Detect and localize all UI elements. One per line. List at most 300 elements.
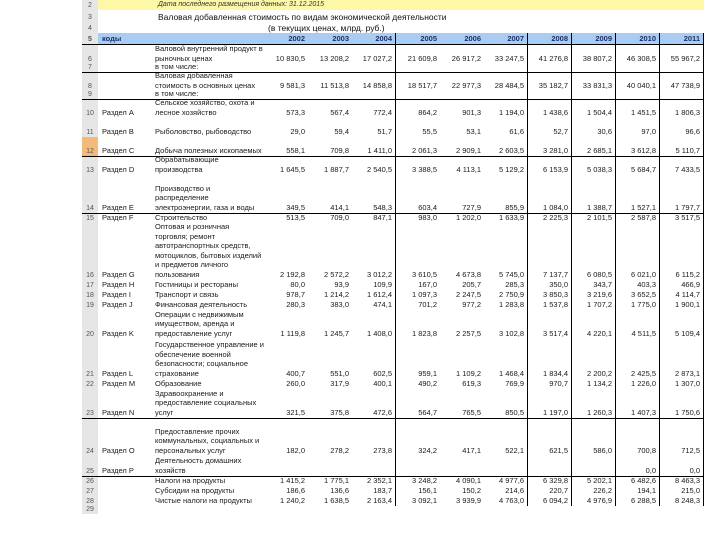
value-cell[interactable]: 1 638,5 — [323, 496, 349, 505]
table-row — [82, 389, 704, 418]
row-number[interactable]: 6 — [82, 45, 98, 64]
value-cell[interactable]: 1 823,8 — [411, 329, 437, 338]
value-cell[interactable]: 765,5 — [462, 408, 481, 417]
activity-name[interactable]: Государственное управление и обеспечение военной безопасности; социальное страхование — [155, 340, 264, 378]
value-cell[interactable]: 4 114,7 — [660, 290, 704, 300]
activity-name[interactable]: Субсидии на продукты — [155, 485, 235, 495]
section-code[interactable]: Раздел C — [102, 146, 135, 155]
value-cell[interactable]: 383,0 — [330, 300, 349, 309]
section-code[interactable]: Раздел M — [102, 379, 136, 388]
value-cell[interactable]: 21 609,8 — [407, 54, 437, 63]
section-code[interactable]: Раздел D — [102, 165, 135, 174]
table-row — [82, 137, 704, 156]
header-year: 2007 — [484, 33, 528, 44]
row-number[interactable]: 24 — [82, 419, 98, 456]
value-cell[interactable]: 709,0 — [330, 213, 349, 222]
value-cell[interactable]: 769,9 — [484, 379, 528, 389]
activity-name[interactable]: Валовая добавленная стоимость в основных ценах — [155, 71, 256, 90]
value-cell[interactable]: 2 572,2 — [323, 270, 349, 279]
value-cell[interactable]: 0,0 — [660, 456, 704, 476]
value-cell[interactable] — [484, 456, 528, 476]
value-cell[interactable]: 1 527,1 — [616, 175, 660, 213]
section-code[interactable]: Раздел F — [102, 213, 134, 222]
value-cell[interactable]: 1 214,2 — [323, 290, 349, 299]
value-cell[interactable]: 182,0 — [286, 446, 305, 455]
value-cell[interactable]: 1 806,3 — [660, 100, 704, 118]
activity-name[interactable]: Налоги на продукты — [155, 475, 226, 485]
value-cell[interactable]: 0,0 — [616, 456, 660, 476]
sheet-row-29 — [82, 506, 704, 514]
row-number[interactable]: 5 — [82, 33, 98, 44]
activity-name[interactable]: в том числе: — [155, 61, 199, 71]
row-number[interactable]: 12 — [82, 137, 98, 156]
value-cell[interactable]: 513,5 — [286, 213, 305, 222]
value-cell[interactable]: 602,5 — [352, 339, 396, 379]
value-cell[interactable]: 6 115,2 — [660, 223, 704, 280]
row-number[interactable]: 16 — [82, 223, 98, 280]
value-cell[interactable]: 551,0 — [330, 369, 349, 378]
row-number[interactable]: 13 — [82, 157, 98, 175]
value-cell[interactable]: 30,6 — [572, 118, 616, 137]
value-cell[interactable]: 3 248,2 — [411, 476, 437, 485]
row-number[interactable]: 25 — [82, 456, 98, 476]
value-cell[interactable]: 2 909,1 — [455, 146, 481, 155]
value-cell[interactable]: 186,6 — [286, 486, 305, 495]
value-cell[interactable]: 414,1 — [330, 203, 349, 212]
value-cell[interactable]: 977,2 — [462, 300, 481, 309]
value-cell[interactable] — [572, 64, 616, 72]
value-cell[interactable]: 47 738,9 — [660, 73, 704, 91]
value-cell[interactable]: 26 917,2 — [451, 54, 481, 63]
value-cell[interactable]: 156,1 — [418, 486, 437, 495]
value-cell[interactable]: 2 200,2 — [572, 339, 616, 379]
value-cell[interactable]: 8 248,3 — [660, 496, 704, 506]
value-cell[interactable]: 2 101,5 — [572, 214, 616, 223]
activity-name[interactable]: Рыболовство, рыбоводство — [155, 126, 252, 136]
value-cell[interactable]: 2 061,3 — [411, 146, 437, 155]
value-cell[interactable]: 558,1 — [286, 146, 305, 155]
value-cell[interactable]: 61,6 — [484, 118, 528, 137]
row-number[interactable]: 10 — [82, 100, 98, 118]
value-cell[interactable]: 3 281,0 — [528, 137, 572, 156]
value-cell[interactable]: 3 652,5 — [616, 290, 660, 300]
value-cell[interactable]: 1 750,6 — [660, 389, 704, 418]
value-cell[interactable]: 6 482,6 — [616, 477, 660, 486]
value-cell[interactable]: 978,7 — [286, 290, 305, 299]
activity-name[interactable]: Здравоохранение и предоставление социальных услуг — [155, 388, 257, 417]
row-number[interactable]: 28 — [82, 496, 98, 506]
section-code[interactable]: Раздел P — [102, 466, 134, 475]
value-cell[interactable]: 5 684,7 — [616, 157, 660, 175]
row-number[interactable]: 7 — [82, 64, 98, 72]
row-number[interactable]: 9 — [82, 91, 98, 99]
value-cell[interactable] — [528, 64, 572, 72]
table-row — [82, 156, 704, 175]
value-cell[interactable]: 1 775,1 — [323, 476, 349, 485]
value-cell[interactable]: 6 288,5 — [616, 496, 660, 506]
value-cell[interactable]: 2 352,1 — [352, 477, 396, 486]
table-row — [82, 290, 704, 300]
value-cell[interactable]: 1 438,6 — [528, 100, 572, 118]
value-cell[interactable]: 2 257,5 — [455, 329, 481, 338]
value-cell[interactable]: 278,2 — [330, 446, 349, 455]
value-cell[interactable]: 1 415,2 — [279, 476, 305, 485]
value-cell[interactable]: 2 247,5 — [455, 290, 481, 299]
data-rows — [82, 45, 704, 506]
value-cell[interactable]: 33 831,3 — [572, 73, 616, 91]
activity-name[interactable]: Транспорт и связь — [155, 289, 219, 299]
activity-name[interactable]: Оптовая и розничная торговля; ремонт автотранспортных средств, мотоциклов, бытовых изделий и предметов личного пользования — [155, 222, 262, 279]
value-cell[interactable]: 417,1 — [462, 446, 481, 455]
value-cell[interactable]: 7 433,5 — [660, 157, 704, 175]
value-cell[interactable]: 1 707,2 — [572, 300, 616, 310]
section-code[interactable]: Раздел B — [102, 127, 134, 136]
value-cell[interactable]: 55 967,2 — [660, 45, 704, 64]
value-cell[interactable]: 850,5 — [484, 389, 528, 418]
value-cell[interactable]: 712,5 — [660, 419, 704, 456]
value-cell[interactable]: 1 134,2 — [572, 379, 616, 389]
activity-name[interactable]: Производство и распределение электроэнергии, газа и воды — [155, 183, 255, 212]
value-cell[interactable]: 959,1 — [418, 369, 437, 378]
row-number[interactable]: 15 — [82, 214, 98, 223]
value-cell[interactable]: 4 673,8 — [455, 270, 481, 279]
section-code[interactable]: Раздел G — [102, 270, 135, 279]
value-cell[interactable]: 472,6 — [352, 389, 396, 418]
table-row — [82, 418, 704, 456]
value-cell[interactable]: 855,9 — [484, 175, 528, 213]
section-code[interactable]: Раздел L — [102, 369, 134, 378]
value-cell[interactable]: 2 603,5 — [484, 137, 528, 156]
activity-name[interactable]: Валовой внутренний продукт в рыночных ценах — [155, 44, 263, 63]
value-cell[interactable]: 136,6 — [330, 486, 349, 495]
value-cell[interactable]: 343,7 — [572, 280, 616, 290]
value-cell[interactable]: 564,7 — [418, 408, 437, 417]
value-cell[interactable]: 280,3 — [286, 300, 305, 309]
value-cell[interactable]: 33 247,5 — [484, 45, 528, 64]
value-cell[interactable]: 1 097,3 — [411, 290, 437, 299]
value-cell[interactable] — [572, 456, 616, 476]
value-cell[interactable]: 183,7 — [352, 486, 396, 496]
value-cell[interactable] — [484, 91, 528, 99]
value-cell[interactable]: 3 219,6 — [572, 290, 616, 300]
value-cell[interactable]: 375,8 — [330, 408, 349, 417]
value-cell[interactable]: 2 163,4 — [352, 496, 396, 506]
value-cell[interactable]: 6 021,0 — [616, 223, 660, 280]
value-cell[interactable] — [616, 64, 660, 72]
value-cell[interactable]: 41 276,8 — [528, 45, 572, 64]
row-number[interactable]: 20 — [82, 310, 98, 339]
value-cell[interactable]: 3 610,5 — [411, 270, 437, 279]
value-cell[interactable]: 5 745,0 — [484, 223, 528, 280]
page-title: Валовая добавленная стоимость по видам экономической деятельности — [158, 12, 447, 22]
value-cell[interactable]: 1 197,0 — [528, 389, 572, 418]
value-cell[interactable]: 51,7 — [352, 118, 396, 137]
activity-name[interactable]: Чистые налоги на продукты — [155, 495, 252, 505]
row-number[interactable]: 29 — [82, 506, 98, 514]
value-cell[interactable]: 53,1 — [466, 127, 481, 136]
section-code[interactable]: Раздел H — [102, 280, 135, 289]
activity-name[interactable]: Гостиницы и рестораны — [155, 279, 238, 289]
value-cell[interactable] — [660, 91, 704, 99]
value-cell[interactable]: 52,7 — [528, 118, 572, 137]
section-code[interactable]: Раздел E — [102, 203, 134, 212]
activity-name[interactable]: Финансовая деятельность — [155, 299, 248, 309]
value-cell[interactable]: 3 388,5 — [411, 165, 437, 174]
row-number[interactable]: 26 — [82, 477, 98, 486]
section-code[interactable]: Раздел A — [102, 108, 134, 117]
value-cell[interactable]: 586,0 — [572, 419, 616, 456]
header-year: 2005 — [420, 34, 437, 43]
value-cell[interactable]: 727,9 — [462, 203, 481, 212]
section-code[interactable]: Раздел K — [102, 329, 134, 338]
value-cell[interactable]: 7 137,7 — [528, 223, 572, 280]
value-cell[interactable]: 3 939,9 — [455, 496, 481, 505]
value-cell[interactable]: 260,0 — [286, 379, 305, 388]
value-cell[interactable]: 573,3 — [286, 108, 305, 117]
value-cell[interactable]: 1 537,8 — [528, 300, 572, 310]
value-cell[interactable]: 901,3 — [462, 108, 481, 117]
value-cell[interactable]: 2 750,9 — [484, 290, 528, 300]
value-cell[interactable]: 324,2 — [418, 446, 437, 455]
value-cell[interactable]: 1 084,0 — [528, 175, 572, 213]
table-row — [82, 456, 704, 476]
activity-name[interactable]: Обрабатывающие производства — [155, 155, 219, 174]
value-cell[interactable]: 1 260,3 — [572, 389, 616, 418]
value-cell[interactable]: 1 797,7 — [660, 175, 704, 213]
row-number[interactable]: 3 — [82, 10, 98, 22]
value-cell[interactable]: 3 012,2 — [352, 223, 396, 280]
value-cell[interactable]: 4 511,5 — [616, 310, 660, 339]
activity-name[interactable]: Добыча полезных ископаемых — [155, 145, 262, 155]
value-cell[interactable]: 970,7 — [528, 379, 572, 389]
value-cell[interactable]: 548,3 — [352, 175, 396, 213]
value-cell[interactable]: 194,1 — [616, 486, 660, 496]
value-cell[interactable]: 5 110,7 — [660, 137, 704, 156]
value-cell[interactable]: 35 182,7 — [528, 73, 572, 91]
value-cell[interactable]: 522,1 — [484, 419, 528, 456]
activity-name[interactable]: Строительство — [155, 212, 208, 222]
value-cell[interactable]: 40 040,1 — [616, 73, 660, 91]
row-number[interactable]: 14 — [82, 175, 98, 213]
value-cell[interactable]: 28 484,5 — [484, 73, 528, 91]
activity-name[interactable]: Сельское хозяйство, охота и лесное хозяйство — [155, 98, 255, 117]
row-number[interactable]: 18 — [82, 290, 98, 300]
value-cell[interactable]: 466,9 — [660, 280, 704, 290]
row-number[interactable]: 2 — [82, 0, 98, 10]
row-number[interactable]: 11 — [82, 118, 98, 137]
section-code[interactable]: Раздел N — [102, 408, 135, 417]
value-cell[interactable]: 1 109,2 — [455, 369, 481, 378]
value-cell[interactable]: 474,1 — [352, 300, 396, 310]
value-cell[interactable] — [484, 64, 528, 72]
value-cell[interactable]: 619,3 — [462, 379, 481, 388]
value-cell[interactable]: 2 540,5 — [352, 157, 396, 175]
value-cell[interactable]: 220,7 — [528, 486, 572, 496]
value-cell[interactable]: 1 226,0 — [616, 379, 660, 389]
value-cell[interactable]: 1 775,0 — [616, 300, 660, 310]
activity-name[interactable]: Деятельность домашних хозяйств — [155, 456, 242, 475]
row-number[interactable]: 8 — [82, 73, 98, 91]
value-cell[interactable]: 9 581,3 — [279, 81, 305, 90]
value-cell[interactable]: 5 109,4 — [660, 310, 704, 339]
value-cell[interactable]: 167,0 — [418, 280, 437, 289]
value-cell[interactable]: 3 517,4 — [528, 310, 572, 339]
value-cell[interactable]: 6 153,9 — [528, 157, 572, 175]
value-cell[interactable]: 14 858,8 — [352, 73, 396, 91]
value-cell[interactable]: 59,4 — [334, 127, 349, 136]
value-cell[interactable]: 864,2 — [418, 108, 437, 117]
value-cell[interactable]: 1 408,0 — [352, 310, 396, 339]
value-cell[interactable]: 6 094,2 — [528, 496, 572, 506]
activity-name[interactable]: Предоставление прочих коммунальных, социальных и персональных услуг — [155, 426, 260, 455]
value-cell[interactable]: 349,5 — [286, 203, 305, 212]
value-cell[interactable]: 4 977,6 — [484, 477, 528, 486]
value-cell[interactable]: 29,0 — [290, 127, 305, 136]
value-cell[interactable]: 1 468,4 — [484, 339, 528, 379]
value-cell[interactable]: 46 308,5 — [616, 45, 660, 64]
value-cell[interactable]: 226,2 — [572, 486, 616, 496]
value-cell[interactable]: 1 202,0 — [455, 213, 481, 222]
row-number[interactable]: 21 — [82, 339, 98, 379]
section-code[interactable]: Раздел O — [102, 446, 135, 455]
value-cell[interactable]: 4 763,0 — [484, 496, 528, 506]
value-cell[interactable]: 1 407,3 — [616, 389, 660, 418]
value-cell[interactable]: 4 220,1 — [572, 310, 616, 339]
row-number[interactable]: 23 — [82, 389, 98, 418]
header-year: 2010 — [616, 33, 660, 44]
table-row — [82, 280, 704, 290]
value-cell[interactable]: 1 307,0 — [660, 379, 704, 389]
section-code[interactable]: Раздел I — [102, 290, 131, 299]
value-cell[interactable]: 2 192,8 — [279, 270, 305, 279]
section-code[interactable]: Раздел J — [102, 300, 133, 309]
value-cell[interactable]: 93,9 — [334, 280, 349, 289]
row-number[interactable]: 22 — [82, 379, 98, 389]
value-cell[interactable] — [352, 64, 396, 72]
value-cell[interactable]: 1 504,4 — [572, 100, 616, 118]
value-cell[interactable]: 1 645,5 — [279, 165, 305, 174]
value-cell[interactable] — [528, 456, 572, 476]
value-cell[interactable]: 17 027,2 — [352, 45, 396, 64]
value-cell[interactable]: 6 329,8 — [528, 477, 572, 486]
row-number[interactable]: 27 — [82, 486, 98, 496]
value-cell[interactable]: 1 245,7 — [323, 329, 349, 338]
value-cell[interactable] — [660, 64, 704, 72]
row-number[interactable]: 17 — [82, 280, 98, 290]
value-cell[interactable]: 847,1 — [352, 214, 396, 223]
value-cell[interactable] — [352, 456, 396, 476]
value-cell[interactable]: 8 463,3 — [660, 477, 704, 486]
row-number[interactable]: 19 — [82, 300, 98, 310]
value-cell[interactable]: 3 850,3 — [528, 290, 572, 300]
value-cell[interactable]: 205,7 — [462, 280, 481, 289]
activity-name[interactable]: Образование — [155, 378, 202, 388]
value-cell[interactable]: 1 612,4 — [352, 290, 396, 300]
value-cell[interactable]: 621,5 — [528, 419, 572, 456]
value-cell[interactable]: 18 517,7 — [407, 81, 437, 90]
value-cell[interactable]: 709,8 — [330, 146, 349, 155]
value-cell[interactable]: 772,4 — [352, 100, 396, 118]
table-row — [82, 496, 704, 506]
value-cell[interactable]: 400,1 — [352, 379, 396, 389]
value-cell[interactable]: 603,4 — [418, 203, 437, 212]
value-cell[interactable]: 2 587,8 — [616, 214, 660, 223]
value-cell[interactable]: 3 092,1 — [411, 496, 437, 505]
table-row — [82, 476, 704, 486]
value-cell[interactable]: 3 612,8 — [616, 137, 660, 156]
value-cell[interactable]: 2 225,3 — [528, 214, 572, 223]
value-cell[interactable]: 1 900,1 — [660, 300, 704, 310]
value-cell[interactable]: 13 208,2 — [319, 54, 349, 63]
value-cell[interactable]: 4 090,1 — [455, 476, 481, 485]
value-cell[interactable]: 1 388,7 — [572, 175, 616, 213]
value-cell[interactable]: 55,5 — [422, 127, 437, 136]
value-cell[interactable] — [352, 91, 396, 99]
value-cell[interactable]: 2 685,1 — [572, 137, 616, 156]
value-cell[interactable]: 490,2 — [418, 379, 437, 388]
row-number[interactable]: 4 — [82, 22, 98, 33]
value-cell[interactable]: 1 834,4 — [528, 339, 572, 379]
value-cell[interactable]: 150,2 — [462, 486, 481, 495]
value-cell[interactable]: 3 102,8 — [484, 310, 528, 339]
value-cell[interactable]: 96,6 — [660, 118, 704, 137]
value-cell[interactable] — [572, 91, 616, 99]
value-cell[interactable]: 6 080,5 — [572, 223, 616, 280]
value-cell[interactable]: 5 038,3 — [572, 157, 616, 175]
value-cell[interactable]: 350,0 — [528, 280, 572, 290]
activity-name[interactable]: в том числе: — [155, 88, 199, 98]
value-cell[interactable]: 1 411,0 — [352, 137, 396, 156]
value-cell[interactable]: 701,2 — [418, 300, 437, 309]
value-cell[interactable]: 1 194,0 — [484, 100, 528, 118]
value-cell[interactable]: 1 633,9 — [484, 214, 528, 223]
value-cell[interactable]: 983,0 — [418, 213, 437, 222]
value-cell[interactable]: 215,0 — [660, 486, 704, 496]
value-cell[interactable]: 400,7 — [286, 369, 305, 378]
value-cell[interactable]: 3 517,5 — [660, 214, 704, 223]
value-cell[interactable]: 4 976,9 — [572, 496, 616, 506]
value-cell[interactable]: 38 807,2 — [572, 45, 616, 64]
value-cell[interactable]: 10 830,5 — [275, 54, 305, 63]
value-cell[interactable]: 567,4 — [330, 108, 349, 117]
value-cell[interactable]: 22 977,3 — [451, 81, 481, 90]
value-cell[interactable]: 2 425,5 — [616, 339, 660, 379]
value-cell[interactable]: 1 119,8 — [280, 329, 305, 338]
value-cell[interactable]: 1 451,5 — [616, 100, 660, 118]
value-cell[interactable]: 1 283,8 — [484, 300, 528, 310]
value-cell[interactable]: 5 202,1 — [572, 477, 616, 486]
value-cell[interactable]: 11 513,8 — [320, 81, 349, 90]
value-cell[interactable]: 214,6 — [484, 486, 528, 496]
value-cell[interactable]: 403,3 — [616, 280, 660, 290]
value-cell[interactable]: 97,0 — [616, 118, 660, 137]
value-cell[interactable]: 80,0 — [290, 280, 305, 289]
value-cell[interactable] — [616, 91, 660, 99]
value-cell[interactable] — [528, 91, 572, 99]
activity-name[interactable]: Операции с недвижимым имуществом, аренда и предоставление услуг — [155, 309, 244, 338]
value-cell[interactable]: 317,9 — [330, 379, 349, 388]
value-cell[interactable]: 1 887,7 — [323, 165, 349, 174]
value-cell[interactable]: 109,9 — [352, 280, 396, 290]
value-cell[interactable]: 4 113,1 — [456, 165, 481, 174]
value-cell[interactable]: 700,8 — [616, 419, 660, 456]
value-cell[interactable]: 321,5 — [286, 408, 305, 417]
value-cell[interactable]: 1 240,2 — [279, 496, 305, 505]
value-cell[interactable]: 5 129,2 — [484, 157, 528, 175]
value-cell[interactable]: 2 873,1 — [660, 339, 704, 379]
value-cell[interactable]: 285,3 — [484, 280, 528, 290]
value-cell[interactable]: 273,8 — [352, 419, 396, 456]
